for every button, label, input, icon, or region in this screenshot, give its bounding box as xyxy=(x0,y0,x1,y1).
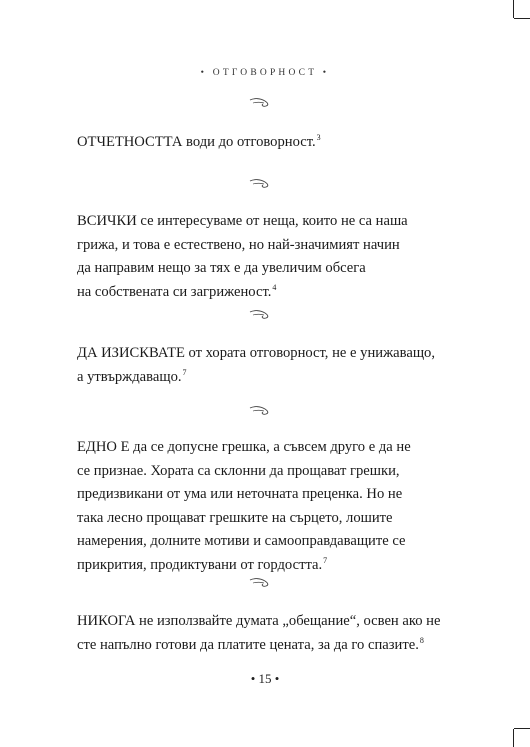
flourish-ornament-icon xyxy=(248,404,272,416)
quote-line: се признае. Хората са склонни да прощават грешки, xyxy=(77,462,400,479)
quote-line: ОТЧЕТНОСТТА води до отговорност. xyxy=(77,134,316,150)
quote-block xyxy=(77,436,477,578)
quote-line: грижа, и това е естествено, но най-значимият начин xyxy=(77,236,400,253)
crop-mark-top-right xyxy=(513,0,514,18)
quote-line: предизвикани от ума или неточната преценка. Но не xyxy=(77,486,403,503)
footnote-ref: 3 xyxy=(316,133,321,142)
quote-line: прикрития, продиктувани от гордостта. xyxy=(77,556,323,573)
footnote-ref: 4 xyxy=(272,282,277,292)
flourish-ornament-icon xyxy=(248,308,272,320)
crop-mark-bottom-right-h xyxy=(514,728,530,729)
quote-block xyxy=(77,342,477,389)
running-head: • ОТГОВОРНОСТ • xyxy=(200,68,330,78)
quote-line: ЕДНО Е да се допусне грешка, а съвсем друго е да не xyxy=(77,439,411,455)
quote-block xyxy=(77,610,477,657)
quote-line: НИКОГА не използвайте думата „обещание“, освен ако не xyxy=(77,613,441,629)
quote-line: намерения, долните мотиви и самооправдаващите се xyxy=(77,533,406,550)
flourish-ornament-icon xyxy=(248,96,272,108)
footnote-ref: 7 xyxy=(323,555,328,565)
quote-line: така лесно прощават грешките на сърцето, лошите xyxy=(77,509,393,526)
page-number: • 15 • xyxy=(250,671,280,686)
quote-block xyxy=(77,131,477,155)
quote-line: да направим нещо за тях е да увеличим обсега xyxy=(77,260,366,277)
flourish-ornament-icon xyxy=(248,177,272,189)
quote-block xyxy=(77,210,477,304)
quote-line: ДА ИЗИСКВАТЕ от хората отговорност, не е унижаващо, xyxy=(77,345,436,361)
quote-line: а утвърждаващо. xyxy=(77,368,182,385)
flourish-ornament-icon xyxy=(248,576,272,588)
quote-line: сте напълно готови да платите цената, за да го спазите. xyxy=(77,636,419,653)
crop-mark-bottom-right xyxy=(513,729,514,747)
footnote-ref: 8 xyxy=(419,635,424,645)
crop-mark-top-right-h xyxy=(514,18,530,19)
footnote-ref: 7 xyxy=(182,367,187,377)
quote-line: на собствената си загриженост. xyxy=(77,283,272,300)
quote-line: ВСИЧКИ се интересуваме от неща, които не са наша xyxy=(77,213,408,229)
